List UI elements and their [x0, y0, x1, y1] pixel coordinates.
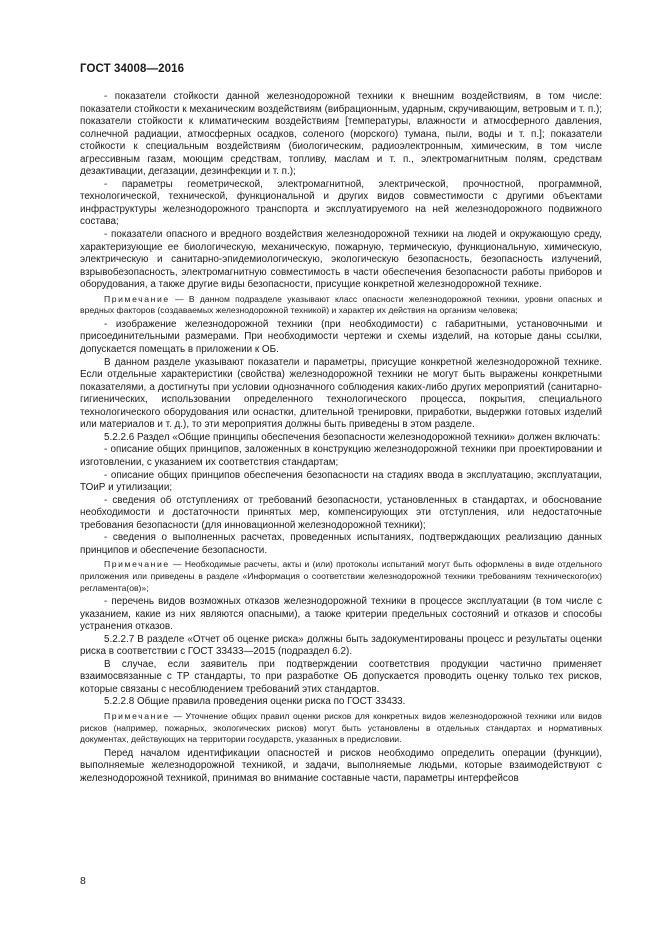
paragraph-5-2-2-7: 5.2.2.7 В разделе «Отчет об оценке риска» должны быть задокументированы процесс и результаты оценки риска в соответствии с ГОСТ 33433—2015 (подраздел 6.2).	[80, 633, 602, 658]
paragraph-calculations: - сведения о выполненных расчетах, проведенных испытаниях, подтверждающих реализацию данных принципов и обеспечение безопасности.	[80, 532, 602, 556]
note-hazard-class	[80, 294, 602, 317]
note-text: — Уточнение общих правил оценки рисков для конкретных видов железнодорожной техники или видов рисков (например, пожарных, экологических рисков) могут быть установлены в отдельных стандартах и нормативных документах, действующих на территории государств, указанных в предисловии.	[80, 711, 602, 745]
paragraph-hazard-identification: Перед началом идентификации опасностей и рисков необходимо определить операции (функции), выполняемые железнодорожной техникой, и задачи, выполняемые людьми, которые взаимодействуют с железнодорожной техникой, принимая во внимание составные части, параметры интерфейсов	[80, 747, 602, 784]
note-label: Примечание	[104, 293, 170, 304]
paragraph-design-principles: - описание общих принципов, заложенных в конструкцию железнодорожной техники при проектировании и изготовлении, с указанием их соответствия стандартам;	[80, 444, 602, 468]
paragraph-compatibility: - параметры геометрической, электромагнитной, электрической, прочностной, программной, технологической, технической, функциональной и других видов совместимости с другими объектами инфраструктуры железнодорожного транспорта и эксплуатируемого на ней железнодорожного подвижного состава;	[80, 178, 602, 228]
document-body	[80, 91, 602, 785]
paragraph-5-2-2-6: 5.2.2.6 Раздел «Общие принципы обеспечения безопасности железнодорожной техники» должен включать:	[104, 431, 601, 443]
note-text: — В данном подразделе указывают класс опасности железнодорожной техники, уровни опасных и вредных факторов (создаваемых железнодорожной техникой) и характер их действия на организм человека;	[80, 293, 602, 316]
paragraph-drawings: - изображение железнодорожной техники (при необходимости) с габаритными, установочными и присоединительными размерами. При необходимости чертежи и схемы изделий, на которые даны ссылки, допускается помещать в приложении к ОБ.	[80, 318, 602, 356]
page-number: 8	[80, 875, 86, 887]
note-risk-rules	[80, 711, 602, 746]
paragraph-5-2-2-8: 5.2.2.8 Общие правила проведения оценки риска по ГОСТ 33433.	[104, 696, 406, 708]
paragraph-section-indicators: В данном разделе указывают показатели и параметры, присущие конкретной железнодорожной технике. Если отдельные характеристики (свойства) железнодорожной техники не могут быть выражены конкретными показателями, а достигнуты при условии однозначного соблюдения каких-либо других мероприятий (санитарно-гигиенических, использовании определенного технологического процесса, покрытия, специального технологического оборудования или оснастки, длительной тренировки, приработки, выдержки готовых изделий или материалов и т. д.), то эти мероприятия должны быть приведены в этом разделе.	[80, 356, 602, 431]
paragraph-partial-standards: В случае, если заявитель при подтверждении соответствия продукции частично применяет взаимосвязанные с ТР стандарты, то при разработке ОБ допускается проводить оценку только тех рисков, которые связаны с несоблюдением требований этих стандартов.	[80, 658, 602, 695]
paragraph-durability: - показатели стойкости данной железнодорожной техники к внешним воздействиям, в том числе: показатели стойкости к механическим воздействиям (вибрационным, ударным, скручивающим, ветровым и т. п.); показатели стойкости к климатическим воздействиям [температуры, влажности и атмосферного давления, солнечной радиации, атмосферных осадков, соленого (морского) тумана, пыли, воды и т. п.]; показатели стойкости к специальным воздействиям (биологическим, радиоэлектронным, химическим, в том числе агрессивным газам, моющим средствам, топливу, маслам и т. п., электромагнитным полям, средствам дезактивации, дегазации, дезинфекции и т. п.);	[80, 91, 602, 178]
note-test-reports	[80, 559, 602, 594]
paragraph-deviations: - сведения об отступлениях от требований безопасности, установленных в стандартах, и обоснование необходимости и достаточности принятых мер, компенсирующих эти отступления, или недостаточные требования безопасности (для инновационной железнодорожной техники);	[80, 494, 602, 531]
paragraph-hazard-indicators: - показатели опасного и вредного воздействия железнодорожной техники на людей и окружающую среду, характеризующие ее биологическую, механическую, пожарную, термическую, функциональную, химическую, электрическую и санитарно-эпидемиологическую, экологическую безопасность, безопасность излучений, взрывобезопасность, электромагнитную совместимость в части обеспечения безопасности работы приборов и оборудования, а также другие виды безопасности, присущие конкретной железнодорожной технике.	[80, 229, 602, 291]
note-label: Примечание	[104, 559, 170, 570]
document-header: ГОСТ 34008—2016	[80, 63, 185, 75]
paragraph-failures: - перечень видов возможных отказов железнодорожной техники в процессе эксплуатации (в том числе с указанием, какие из них являются опасными), а также критерии предельных состояний и отказов и способы устранения отказов.	[80, 596, 602, 633]
note-label: Примечание	[104, 711, 170, 722]
paragraph-operation-principles: - описание общих принципов обеспечения безопасности на стадиях ввода в эксплуатацию, эксплуатации, ТОиР и утилизации;	[80, 469, 602, 494]
note-text: — Необходимые расчеты, акты и (или) протоколы испытаний могут быть оформлены в виде отдельного приложения или приведены в разделе «Информация о соответствии железнодорожной техники требованиям технического(их) регламента(ов)»;	[80, 559, 602, 593]
